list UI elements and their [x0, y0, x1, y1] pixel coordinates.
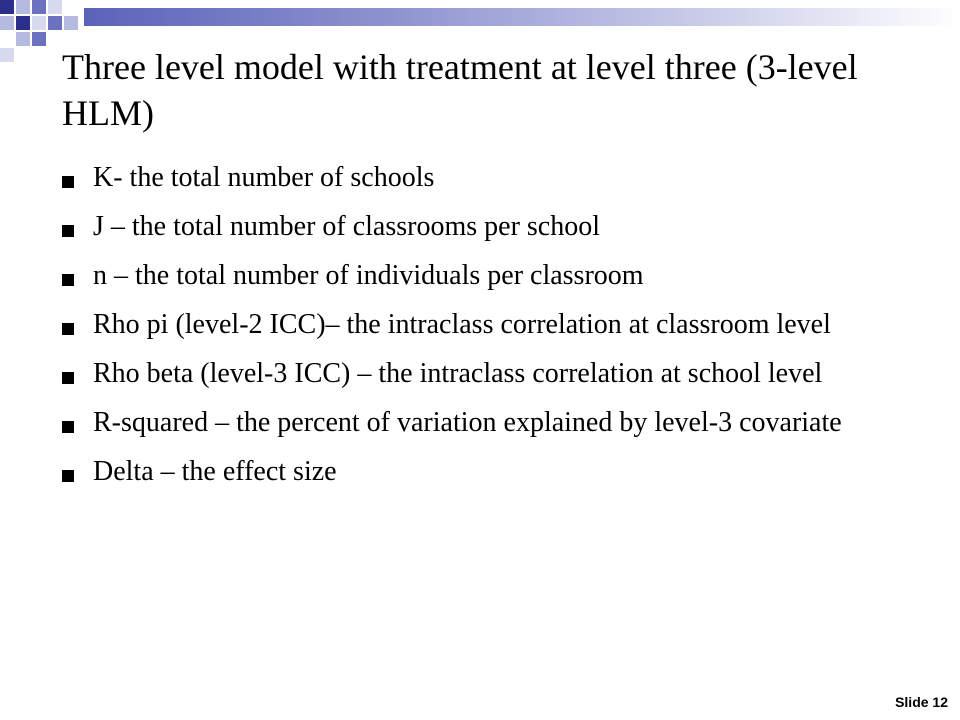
deco-square [32, 32, 46, 46]
bullet-text: J – the total number of classrooms per school [93, 211, 601, 242]
bullet-text: Delta – the effect size [93, 456, 337, 487]
bullet-square-icon [62, 274, 74, 286]
deco-square [64, 16, 78, 30]
slide-number: Slide 12 [895, 694, 948, 710]
bullet-square-icon [62, 470, 74, 482]
deco-square [32, 16, 46, 30]
bullet-text: Rho beta (level-3 ICC) – the intraclass correlation at school level [93, 358, 823, 389]
bullet-text: Rho pi (level-2 ICC)– the intraclass correlation at classroom level [93, 309, 831, 340]
bullet-item [62, 405, 922, 441]
deco-square [16, 32, 30, 46]
deco-square [0, 16, 14, 30]
bullet-text: R-squared – the percent of variation explained by level-3 covariate [93, 407, 842, 438]
bullet-item [62, 209, 922, 245]
bullet-item [62, 307, 922, 343]
bullet-item [62, 258, 922, 294]
bullet-square-icon [62, 323, 74, 335]
bullet-item [62, 356, 922, 392]
bullet-square-icon [62, 176, 74, 188]
bullet-square-icon [62, 372, 74, 384]
bullet-item [62, 160, 922, 196]
header-gradient-bar [84, 8, 960, 26]
bullet-square-icon [62, 225, 74, 237]
deco-square [0, 0, 14, 14]
deco-square [48, 16, 62, 30]
deco-square [48, 0, 62, 14]
slide-title: Three level model with treatment at level three (3-level HLM) [62, 47, 858, 133]
bullet-square-icon [62, 421, 74, 433]
deco-square [32, 0, 46, 14]
deco-square [0, 48, 14, 62]
deco-square [16, 16, 30, 30]
bullet-text: n – the total number of individuals per classroom [93, 260, 644, 291]
bullet-item [62, 454, 922, 490]
deco-square [16, 0, 30, 14]
bullet-text: K- the total number of schools [93, 162, 435, 193]
bullet-list [62, 160, 922, 503]
